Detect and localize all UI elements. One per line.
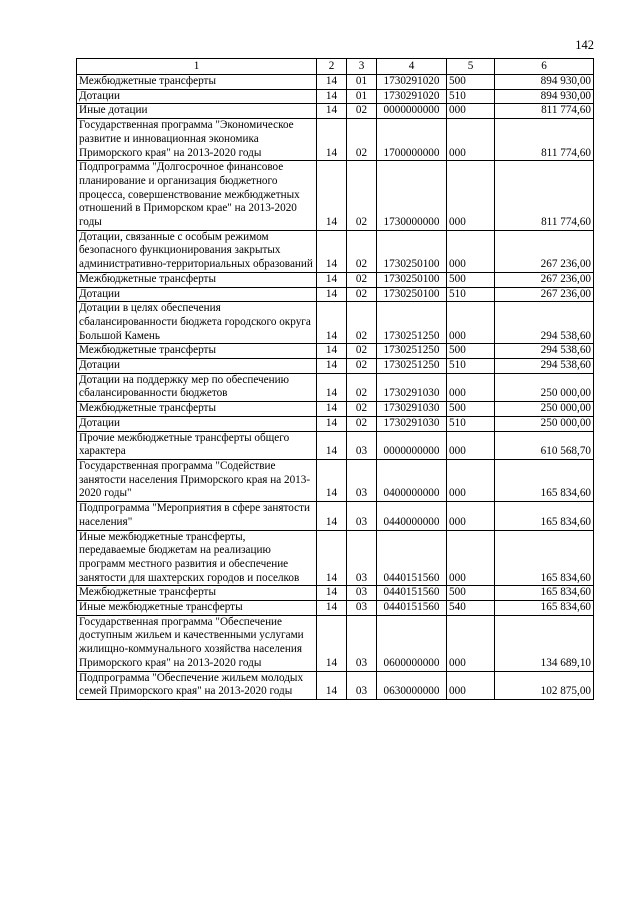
cell-c2: 14 <box>317 601 347 616</box>
cell-c2: 14 <box>317 373 347 401</box>
cell-c3: 03 <box>347 601 377 616</box>
cell-c6: 811 774,60 <box>495 119 594 161</box>
row-name: Государственная программа "Содействие занятости населения Приморского края на 2013-2020 годы" <box>77 459 317 501</box>
table-row <box>77 459 594 501</box>
cell-c6: 165 834,60 <box>495 502 594 530</box>
cell-c4: 1730291030 <box>377 416 447 431</box>
table-row <box>77 272 594 287</box>
cell-c6: 894 930,00 <box>495 75 594 90</box>
cell-c3: 03 <box>347 530 377 586</box>
cell-c6: 294 538,60 <box>495 344 594 359</box>
cell-c6: 610 568,70 <box>495 431 594 459</box>
header-col-3: 3 <box>347 59 377 75</box>
header-col-6: 6 <box>495 59 594 75</box>
cell-c2: 14 <box>317 302 347 344</box>
table-row <box>77 89 594 104</box>
row-name: Дотации, связанные с особым режимом безопасного функционирования закрытых административно-территориальных образований <box>77 230 317 272</box>
cell-c3: 02 <box>347 359 377 374</box>
cell-c5: 540 <box>447 601 495 616</box>
table-row <box>77 75 594 90</box>
cell-c3: 03 <box>347 459 377 501</box>
cell-c2: 14 <box>317 586 347 601</box>
cell-c4: 1730251250 <box>377 359 447 374</box>
header-col-4: 4 <box>377 59 447 75</box>
cell-c4: 0440151560 <box>377 601 447 616</box>
cell-c3: 03 <box>347 615 377 671</box>
cell-c3: 03 <box>347 586 377 601</box>
cell-c2: 14 <box>317 402 347 417</box>
cell-c6: 811 774,60 <box>495 104 594 119</box>
cell-c4: 0400000000 <box>377 459 447 501</box>
table-row <box>77 615 594 671</box>
cell-c5: 000 <box>447 119 495 161</box>
cell-c6: 134 689,10 <box>495 615 594 671</box>
cell-c3: 02 <box>347 287 377 302</box>
cell-c4: 0440151560 <box>377 530 447 586</box>
cell-c6: 165 834,60 <box>495 530 594 586</box>
cell-c4: 0000000000 <box>377 431 447 459</box>
cell-c4: 0600000000 <box>377 615 447 671</box>
row-name: Подпрограмма "Обеспечение жильем молодых семей Приморского края" на 2013-2020 годы <box>77 671 317 699</box>
row-name: Иные межбюджетные трансферты <box>77 601 317 616</box>
cell-c5: 500 <box>447 75 495 90</box>
row-name: Межбюджетные трансферты <box>77 402 317 417</box>
cell-c6: 250 000,00 <box>495 402 594 417</box>
cell-c3: 02 <box>347 344 377 359</box>
cell-c5: 500 <box>447 344 495 359</box>
row-name: Государственная программа "Обеспечение доступным жильем и качественными услугами жилищно-коммунального хозяйства населения Приморского края" на 2013-2020 годы <box>77 615 317 671</box>
cell-c4: 1730251250 <box>377 344 447 359</box>
row-name: Дотации <box>77 89 317 104</box>
table-row <box>77 431 594 459</box>
cell-c4: 1730000000 <box>377 161 447 231</box>
cell-c5: 000 <box>447 502 495 530</box>
cell-c5: 000 <box>447 459 495 501</box>
cell-c3: 02 <box>347 230 377 272</box>
header-col-2: 2 <box>317 59 347 75</box>
cell-c2: 14 <box>317 119 347 161</box>
table-row <box>77 586 594 601</box>
cell-c2: 14 <box>317 287 347 302</box>
cell-c4: 1730291020 <box>377 89 447 104</box>
cell-c2: 14 <box>317 431 347 459</box>
cell-c2: 14 <box>317 104 347 119</box>
cell-c6: 267 236,00 <box>495 272 594 287</box>
cell-c6: 165 834,60 <box>495 459 594 501</box>
cell-c2: 14 <box>317 359 347 374</box>
cell-c5: 500 <box>447 272 495 287</box>
cell-c2: 14 <box>317 272 347 287</box>
row-name: Иные дотации <box>77 104 317 119</box>
cell-c5: 000 <box>447 161 495 231</box>
table-row <box>77 104 594 119</box>
cell-c3: 03 <box>347 671 377 699</box>
cell-c5: 000 <box>447 671 495 699</box>
row-name: Дотации <box>77 416 317 431</box>
cell-c3: 01 <box>347 89 377 104</box>
cell-c4: 1730250100 <box>377 272 447 287</box>
table-row <box>77 671 594 699</box>
cell-c2: 14 <box>317 75 347 90</box>
cell-c2: 14 <box>317 416 347 431</box>
cell-c4: 1730291030 <box>377 402 447 417</box>
cell-c3: 02 <box>347 416 377 431</box>
header-row <box>77 59 594 75</box>
cell-c3: 01 <box>347 75 377 90</box>
table-row <box>77 287 594 302</box>
cell-c3: 02 <box>347 272 377 287</box>
table-row <box>77 373 594 401</box>
cell-c5: 500 <box>447 402 495 417</box>
cell-c5: 000 <box>447 302 495 344</box>
cell-c5: 000 <box>447 530 495 586</box>
cell-c3: 02 <box>347 104 377 119</box>
cell-c2: 14 <box>317 530 347 586</box>
table-row <box>77 344 594 359</box>
table-row <box>77 161 594 231</box>
cell-c5: 000 <box>447 615 495 671</box>
row-name: Межбюджетные трансферты <box>77 586 317 601</box>
cell-c6: 294 538,60 <box>495 359 594 374</box>
table-row <box>77 402 594 417</box>
cell-c2: 14 <box>317 89 347 104</box>
row-name: Дотации на поддержку мер по обеспечению сбалансированности бюджетов <box>77 373 317 401</box>
cell-c5: 000 <box>447 104 495 119</box>
cell-c4: 1730291020 <box>377 75 447 90</box>
table-row <box>77 502 594 530</box>
table-row <box>77 601 594 616</box>
cell-c4: 0440000000 <box>377 502 447 530</box>
cell-c6: 267 236,00 <box>495 287 594 302</box>
table-row <box>77 230 594 272</box>
cell-c6: 811 774,60 <box>495 161 594 231</box>
cell-c5: 000 <box>447 431 495 459</box>
cell-c3: 02 <box>347 161 377 231</box>
cell-c6: 894 930,00 <box>495 89 594 104</box>
cell-c2: 14 <box>317 344 347 359</box>
table-row <box>77 416 594 431</box>
cell-c5: 510 <box>447 89 495 104</box>
cell-c3: 02 <box>347 302 377 344</box>
cell-c6: 165 834,60 <box>495 586 594 601</box>
cell-c4: 0630000000 <box>377 671 447 699</box>
cell-c3: 03 <box>347 502 377 530</box>
page-number: 142 <box>575 38 594 52</box>
cell-c6: 294 538,60 <box>495 302 594 344</box>
row-name: Дотации в целях обеспечения сбалансированности бюджета городского округа Большой Камень <box>77 302 317 344</box>
row-name: Прочие межбюджетные трансферты общего характера <box>77 431 317 459</box>
cell-c4: 0000000000 <box>377 104 447 119</box>
cell-c5: 510 <box>447 359 495 374</box>
cell-c4: 1730250100 <box>377 287 447 302</box>
cell-c3: 02 <box>347 119 377 161</box>
row-name: Государственная программа "Экономическое развитие и инновационная экономика Приморского края" на 2013-2020 годы <box>77 119 317 161</box>
cell-c5: 000 <box>447 373 495 401</box>
row-name: Межбюджетные трансферты <box>77 272 317 287</box>
row-name: Подпрограмма "Долгосрочное финансовое планирование и организация бюджетного процесса, совершенствование межбюджетных отношений в Приморском крае" на 2013-2020 годы <box>77 161 317 231</box>
cell-c4: 1730291030 <box>377 373 447 401</box>
cell-c5: 500 <box>447 586 495 601</box>
cell-c4: 1730250100 <box>377 230 447 272</box>
cell-c2: 14 <box>317 459 347 501</box>
cell-c3: 03 <box>347 431 377 459</box>
table-row <box>77 119 594 161</box>
cell-c5: 510 <box>447 287 495 302</box>
row-name: Дотации <box>77 287 317 302</box>
row-name: Межбюджетные трансферты <box>77 75 317 90</box>
header-col-5: 5 <box>447 59 495 75</box>
table-row <box>77 530 594 586</box>
header-col-1: 1 <box>77 59 317 75</box>
cell-c5: 510 <box>447 416 495 431</box>
cell-c2: 14 <box>317 502 347 530</box>
cell-c6: 250 000,00 <box>495 416 594 431</box>
table-body <box>77 75 594 700</box>
cell-c3: 02 <box>347 373 377 401</box>
cell-c6: 165 834,60 <box>495 601 594 616</box>
cell-c2: 14 <box>317 671 347 699</box>
row-name: Межбюджетные трансферты <box>77 344 317 359</box>
cell-c2: 14 <box>317 161 347 231</box>
cell-c4: 1700000000 <box>377 119 447 161</box>
row-name: Подпрограмма "Мероприятия в сфере занятости населения" <box>77 502 317 530</box>
cell-c6: 267 236,00 <box>495 230 594 272</box>
row-name: Иные межбюджетные трансферты, передаваемые бюджетам на реализацию программ местного развития и обеспечение занятости для шахтерских городов и поселков <box>77 530 317 586</box>
cell-c5: 000 <box>447 230 495 272</box>
table-row <box>77 302 594 344</box>
cell-c4: 0440151560 <box>377 586 447 601</box>
cell-c6: 102 875,00 <box>495 671 594 699</box>
cell-c3: 02 <box>347 402 377 417</box>
cell-c2: 14 <box>317 230 347 272</box>
cell-c4: 1730251250 <box>377 302 447 344</box>
budget-table <box>76 58 594 700</box>
row-name: Дотации <box>77 359 317 374</box>
cell-c2: 14 <box>317 615 347 671</box>
cell-c6: 250 000,00 <box>495 373 594 401</box>
table-row <box>77 359 594 374</box>
